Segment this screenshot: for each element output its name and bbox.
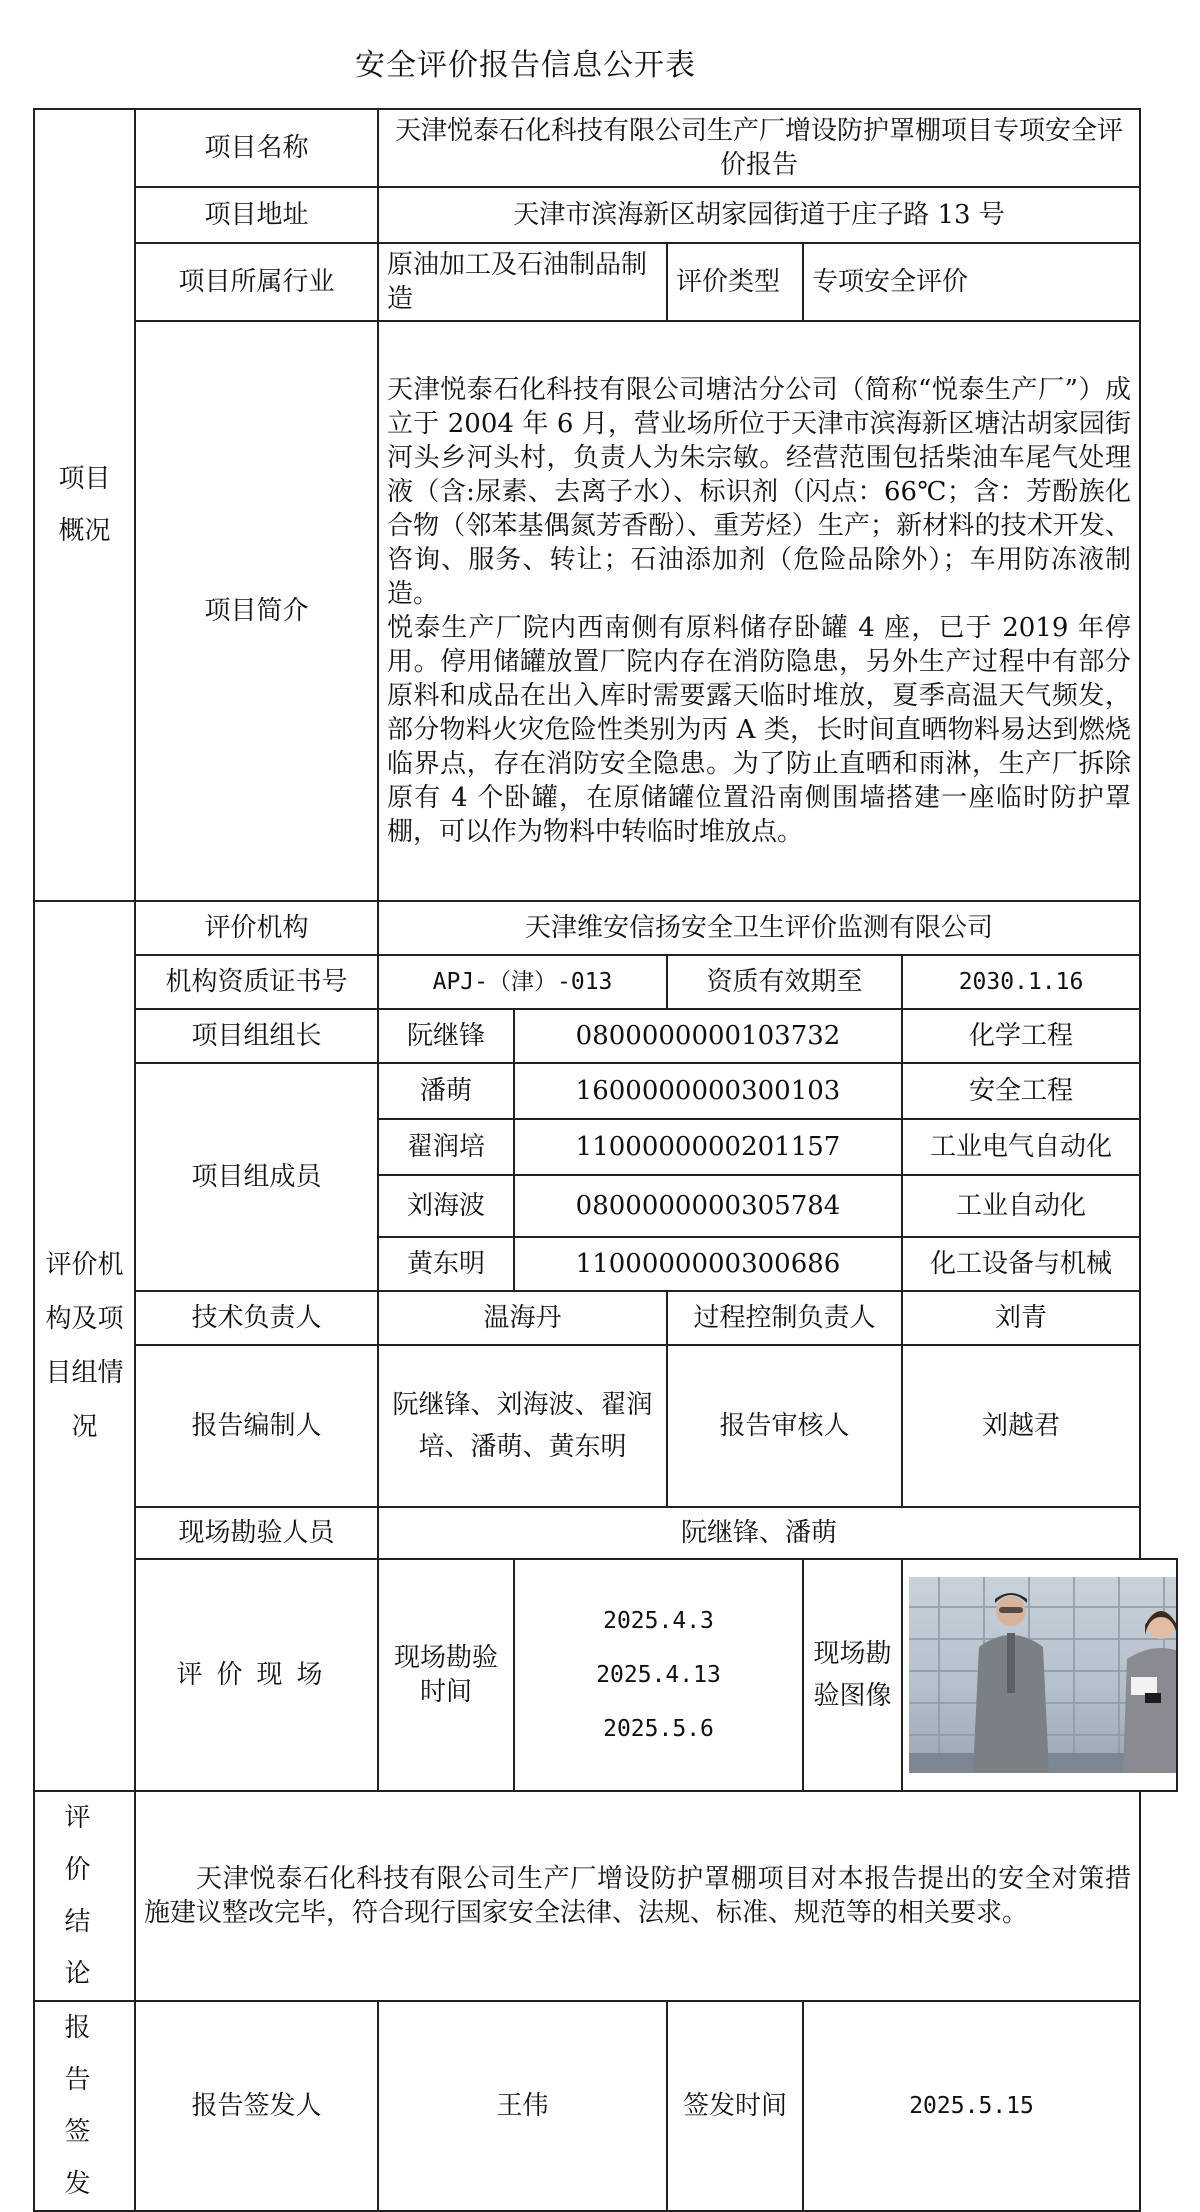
project-address: 天津市滨海新区胡家园街道于庄子路 13 号: [378, 187, 1140, 243]
section-conclusion: 评价结论: [34, 1791, 135, 2001]
tech-lead: 温海丹: [378, 1291, 667, 1345]
disclosure-table: [33, 108, 1178, 2212]
compilers: 阮继锋、刘海波、翟润培、潘萌、黄东明: [378, 1345, 667, 1507]
survey-staff-label: 现场勘验人员: [135, 1507, 378, 1559]
survey-date: 2025.4.13: [596, 1662, 721, 1688]
member-name: 翟润培: [378, 1119, 514, 1175]
member-id: 1100000000201157: [514, 1119, 902, 1175]
tech-lead-label: 技术负责人: [135, 1291, 378, 1345]
industry-value: 原油加工及石油制品制造: [378, 243, 667, 321]
intro-paragraph-1: 天津悦泰石化科技有限公司塘沽分公司（简称“悦泰生产厂”）成立于 2004 年 6 月，营业场所位于天津市滨海新区塘沽胡家园街河头乡河头村，负责人为朱宗敏。经营范围包括柴油车尾气处理液（含:尿素、去离子水）、标识剂（闪点：66℃；含：芳酚族化合物（邻苯基偶氮芳香酚）、重芳烃）生产；新材料的技术开发、咨询、服务、转让；石油添加剂（危险品除外）；车用防冻液制造。: [387, 375, 1132, 609]
leader-id: 0800000000103732: [514, 1009, 902, 1063]
industry-label: 项目所属行业: [135, 243, 378, 321]
member-major: 工业电气自动化: [902, 1119, 1140, 1175]
person-figure-2: [1123, 1611, 1177, 1773]
project-address-label: 项目地址: [135, 187, 378, 243]
section-org-team: 评价机构及项目组情况: [34, 901, 135, 1791]
compiler-label: 报告编制人: [135, 1345, 378, 1507]
survey-time-label: [378, 1559, 514, 1791]
project-name-label: 项目名称: [135, 109, 378, 187]
cert-number: APJ-（津）-013: [378, 955, 667, 1009]
leader-label: 项目组组长: [135, 1009, 378, 1063]
page-title: 安全评价报告信息公开表: [355, 48, 696, 83]
section-site: 评价现场: [135, 1559, 378, 1791]
conclusion-text: [135, 1791, 1140, 2001]
survey-staff: 阮继锋、潘萌: [378, 1507, 1140, 1559]
leader-major: 化学工程: [902, 1009, 1140, 1063]
issue-date: 2025.5.15: [803, 2001, 1140, 2211]
signer: 王伟: [378, 2001, 667, 2211]
survey-date: 2025.4.3: [603, 1608, 714, 1634]
agency-label: 评价机构: [135, 901, 378, 955]
survey-photo: [909, 1577, 1177, 1773]
survey-image-label: 现场勘验图像: [803, 1559, 902, 1791]
cert-label: 机构资质证书号: [135, 955, 378, 1009]
agency-name: 天津维安信扬安全卫生评价监测有限公司: [378, 901, 1140, 955]
member-id: 1600000000300103: [514, 1063, 902, 1119]
leader-name: 阮继锋: [378, 1009, 514, 1063]
survey-photo-cell: [902, 1559, 1177, 1791]
members-label: 项目组成员: [135, 1063, 378, 1291]
survey-dates: [514, 1559, 803, 1791]
project-name: 天津悦泰石化科技有限公司生产厂增设防护罩棚项目专项安全评价报告: [378, 109, 1140, 187]
section-issue: 报告签发: [34, 2001, 135, 2211]
member-major: 工业自动化: [902, 1175, 1140, 1237]
process-lead-label: 过程控制负责人: [667, 1291, 902, 1345]
issue-date-label: 签发时间: [667, 2001, 803, 2211]
member-name: 黄东明: [378, 1237, 514, 1291]
valid-until: 2030.1.16: [902, 955, 1140, 1009]
member-name: 潘萌: [378, 1063, 514, 1119]
section-project-overview: 项目概况: [34, 109, 135, 901]
member-major: 安全工程: [902, 1063, 1140, 1119]
member-id: 1100000000300686: [514, 1237, 902, 1291]
member-id: 0800000000305784: [514, 1175, 902, 1237]
conclusion-paragraph: 天津悦泰石化科技有限公司生产厂增设防护罩棚项目对本报告提出的安全对策措施建议整改完毕，符合现行国家安全法律、法规、标准、规范等的相关要求。: [144, 1864, 1132, 1928]
reviewer-label: 报告审核人: [667, 1345, 902, 1507]
survey-date: 2025.5.6: [603, 1716, 714, 1742]
member-major: 化工设备与机械: [902, 1237, 1140, 1291]
signer-label: 报告签发人: [135, 2001, 378, 2211]
survey-time-text: 现场勘验时间: [393, 1643, 498, 1707]
project-intro: [378, 321, 1140, 901]
valid-until-label: 资质有效期至: [667, 955, 902, 1009]
project-intro-label: 项目简介: [135, 321, 378, 901]
eval-type-value: 专项安全评价: [803, 243, 1140, 321]
eval-type-label: 评价类型: [667, 243, 803, 321]
reviewer: 刘越君: [902, 1345, 1140, 1507]
survey-photo-illustration: [909, 1577, 1177, 1773]
process-lead: 刘青: [902, 1291, 1140, 1345]
member-name: 刘海波: [378, 1175, 514, 1237]
intro-paragraph-2: 悦泰生产厂院内西南侧有原料储存卧罐 4 座，已于 2019 年停用。停用储罐放置厂院内存在消防隐患，另外生产过程中有部分原料和成品在出入库时需要露天临时堆放，夏季高温天气频发，部分物料火灾危险性类别为丙 A 类，长时间直晒物料易达到燃烧临界点，存在消防安全隐患。为了防止直晒和雨淋，生产厂拆除原有 4 个卧罐，在原储罐位置沿南侧围墙搭建一座临时防护罩棚，可以作为物料中转临时堆放点。: [387, 613, 1132, 847]
